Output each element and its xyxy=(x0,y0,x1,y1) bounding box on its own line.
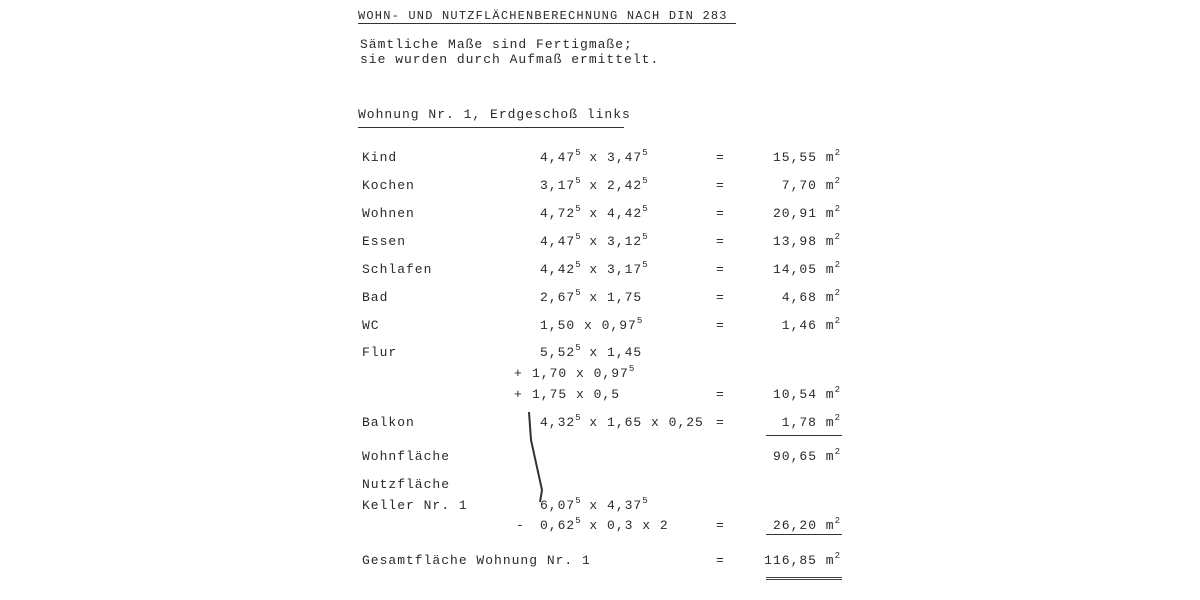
room-name: Essen xyxy=(362,234,407,249)
heading-underline xyxy=(358,23,736,24)
flur-calculation-3: 1,75 x 0,5 xyxy=(532,387,621,402)
room-area: 7,70 $m^2$ xyxy=(781,176,840,193)
room-name: Wohnen xyxy=(362,206,415,221)
nutzflaeche-label: Nutzfläche xyxy=(362,477,451,492)
room-calculation: 4,47$^5$ x 3,12$^5$ xyxy=(540,232,648,249)
apartment-title: Wohnung Nr. 1, Erdgeschoß links xyxy=(358,107,631,122)
equals-sign: = xyxy=(716,518,725,533)
room-calculation: 4,72$^5$ x 4,42$^5$ xyxy=(540,204,648,221)
room-calculation: 4,42$^5$ x 3,17$^5$ xyxy=(540,260,648,277)
wohnflaeche-label: Wohnfläche xyxy=(362,449,451,464)
room-area: 1,46 $m^2$ xyxy=(781,316,840,333)
intro-line-1: Sämtliche Maße sind Fertigmaße; xyxy=(360,37,633,52)
gesamt-total: 116,85 $m^2$ xyxy=(764,551,840,568)
room-name: Schlafen xyxy=(362,262,433,277)
keller-calculation-1: 6,07$^5$ x 4,37$^5$ xyxy=(540,496,648,513)
equals-sign: = xyxy=(716,290,725,305)
equals-sign: = xyxy=(716,262,725,277)
room-area: 13,98 $m^2$ xyxy=(772,232,840,249)
plus-sign: + xyxy=(514,387,523,402)
room-area: 20,91 $m^2$ xyxy=(772,204,840,221)
subtotal-rule xyxy=(766,435,842,436)
equals-sign: = xyxy=(716,206,725,221)
keller-underline xyxy=(766,534,842,535)
flur-calculation-2: 1,70 x 0,97$^5$ xyxy=(532,364,635,381)
room-calculation: 2,67$^5$ x 1,75 xyxy=(540,288,643,305)
equals-sign: = xyxy=(716,150,725,165)
room-area: 14,05 $m^2$ xyxy=(772,260,840,277)
room-calculation: 4,47$^5$ x 3,47$^5$ xyxy=(540,148,648,165)
equals-sign: = xyxy=(716,318,725,333)
equals-sign: = xyxy=(716,178,725,193)
room-name: Kind xyxy=(362,150,398,165)
equals-sign: = xyxy=(716,234,725,249)
room-area: 15,55 $m^2$ xyxy=(772,148,840,165)
minus-sign: - xyxy=(516,518,525,533)
flur-name: Flur xyxy=(362,345,398,360)
equals-sign: = xyxy=(716,553,725,568)
keller-calculation-2: 0,62$^5$ x 0,3 x 2 xyxy=(540,516,669,533)
room-name: Bad xyxy=(362,290,389,305)
flur-calculation-1: 5,52$^5$ x 1,45 xyxy=(540,343,643,360)
room-calculation: 3,17$^5$ x 2,42$^5$ xyxy=(540,176,648,193)
plus-sign: + xyxy=(514,366,523,381)
equals-sign: = xyxy=(716,387,725,402)
room-name: Kochen xyxy=(362,178,415,193)
room-name: WC xyxy=(362,318,380,333)
intro-line-2: sie wurden durch Aufmaß ermittelt. xyxy=(360,52,660,67)
keller-label: Keller Nr. 1 xyxy=(362,498,468,513)
pen-mark xyxy=(524,410,554,510)
balkon-calculation: 4,32$^5$ x 1,65 x 0,25 xyxy=(540,413,704,430)
keller-area: 26,20 $m^2$ xyxy=(772,516,840,533)
document-heading: WOHN- UND NUTZFLÄCHENBERECHNUNG NACH DIN 283 xyxy=(358,9,728,23)
wohnflaeche-total: 90,65 $m^2$ xyxy=(772,447,840,464)
apartment-title-underline xyxy=(358,127,624,128)
gesamt-label: Gesamtfläche Wohnung Nr. 1 xyxy=(362,553,591,568)
equals-sign: = xyxy=(716,415,725,430)
total-double-underline xyxy=(766,577,842,580)
balkon-name: Balkon xyxy=(362,415,415,430)
room-area: 4,68 $m^2$ xyxy=(781,288,840,305)
flur-area: 10,54 $m^2$ xyxy=(772,385,840,402)
room-calculation: 1,50 x 0,97$^5$ xyxy=(540,316,643,333)
balkon-area: 1,78 $m^2$ xyxy=(781,413,840,430)
